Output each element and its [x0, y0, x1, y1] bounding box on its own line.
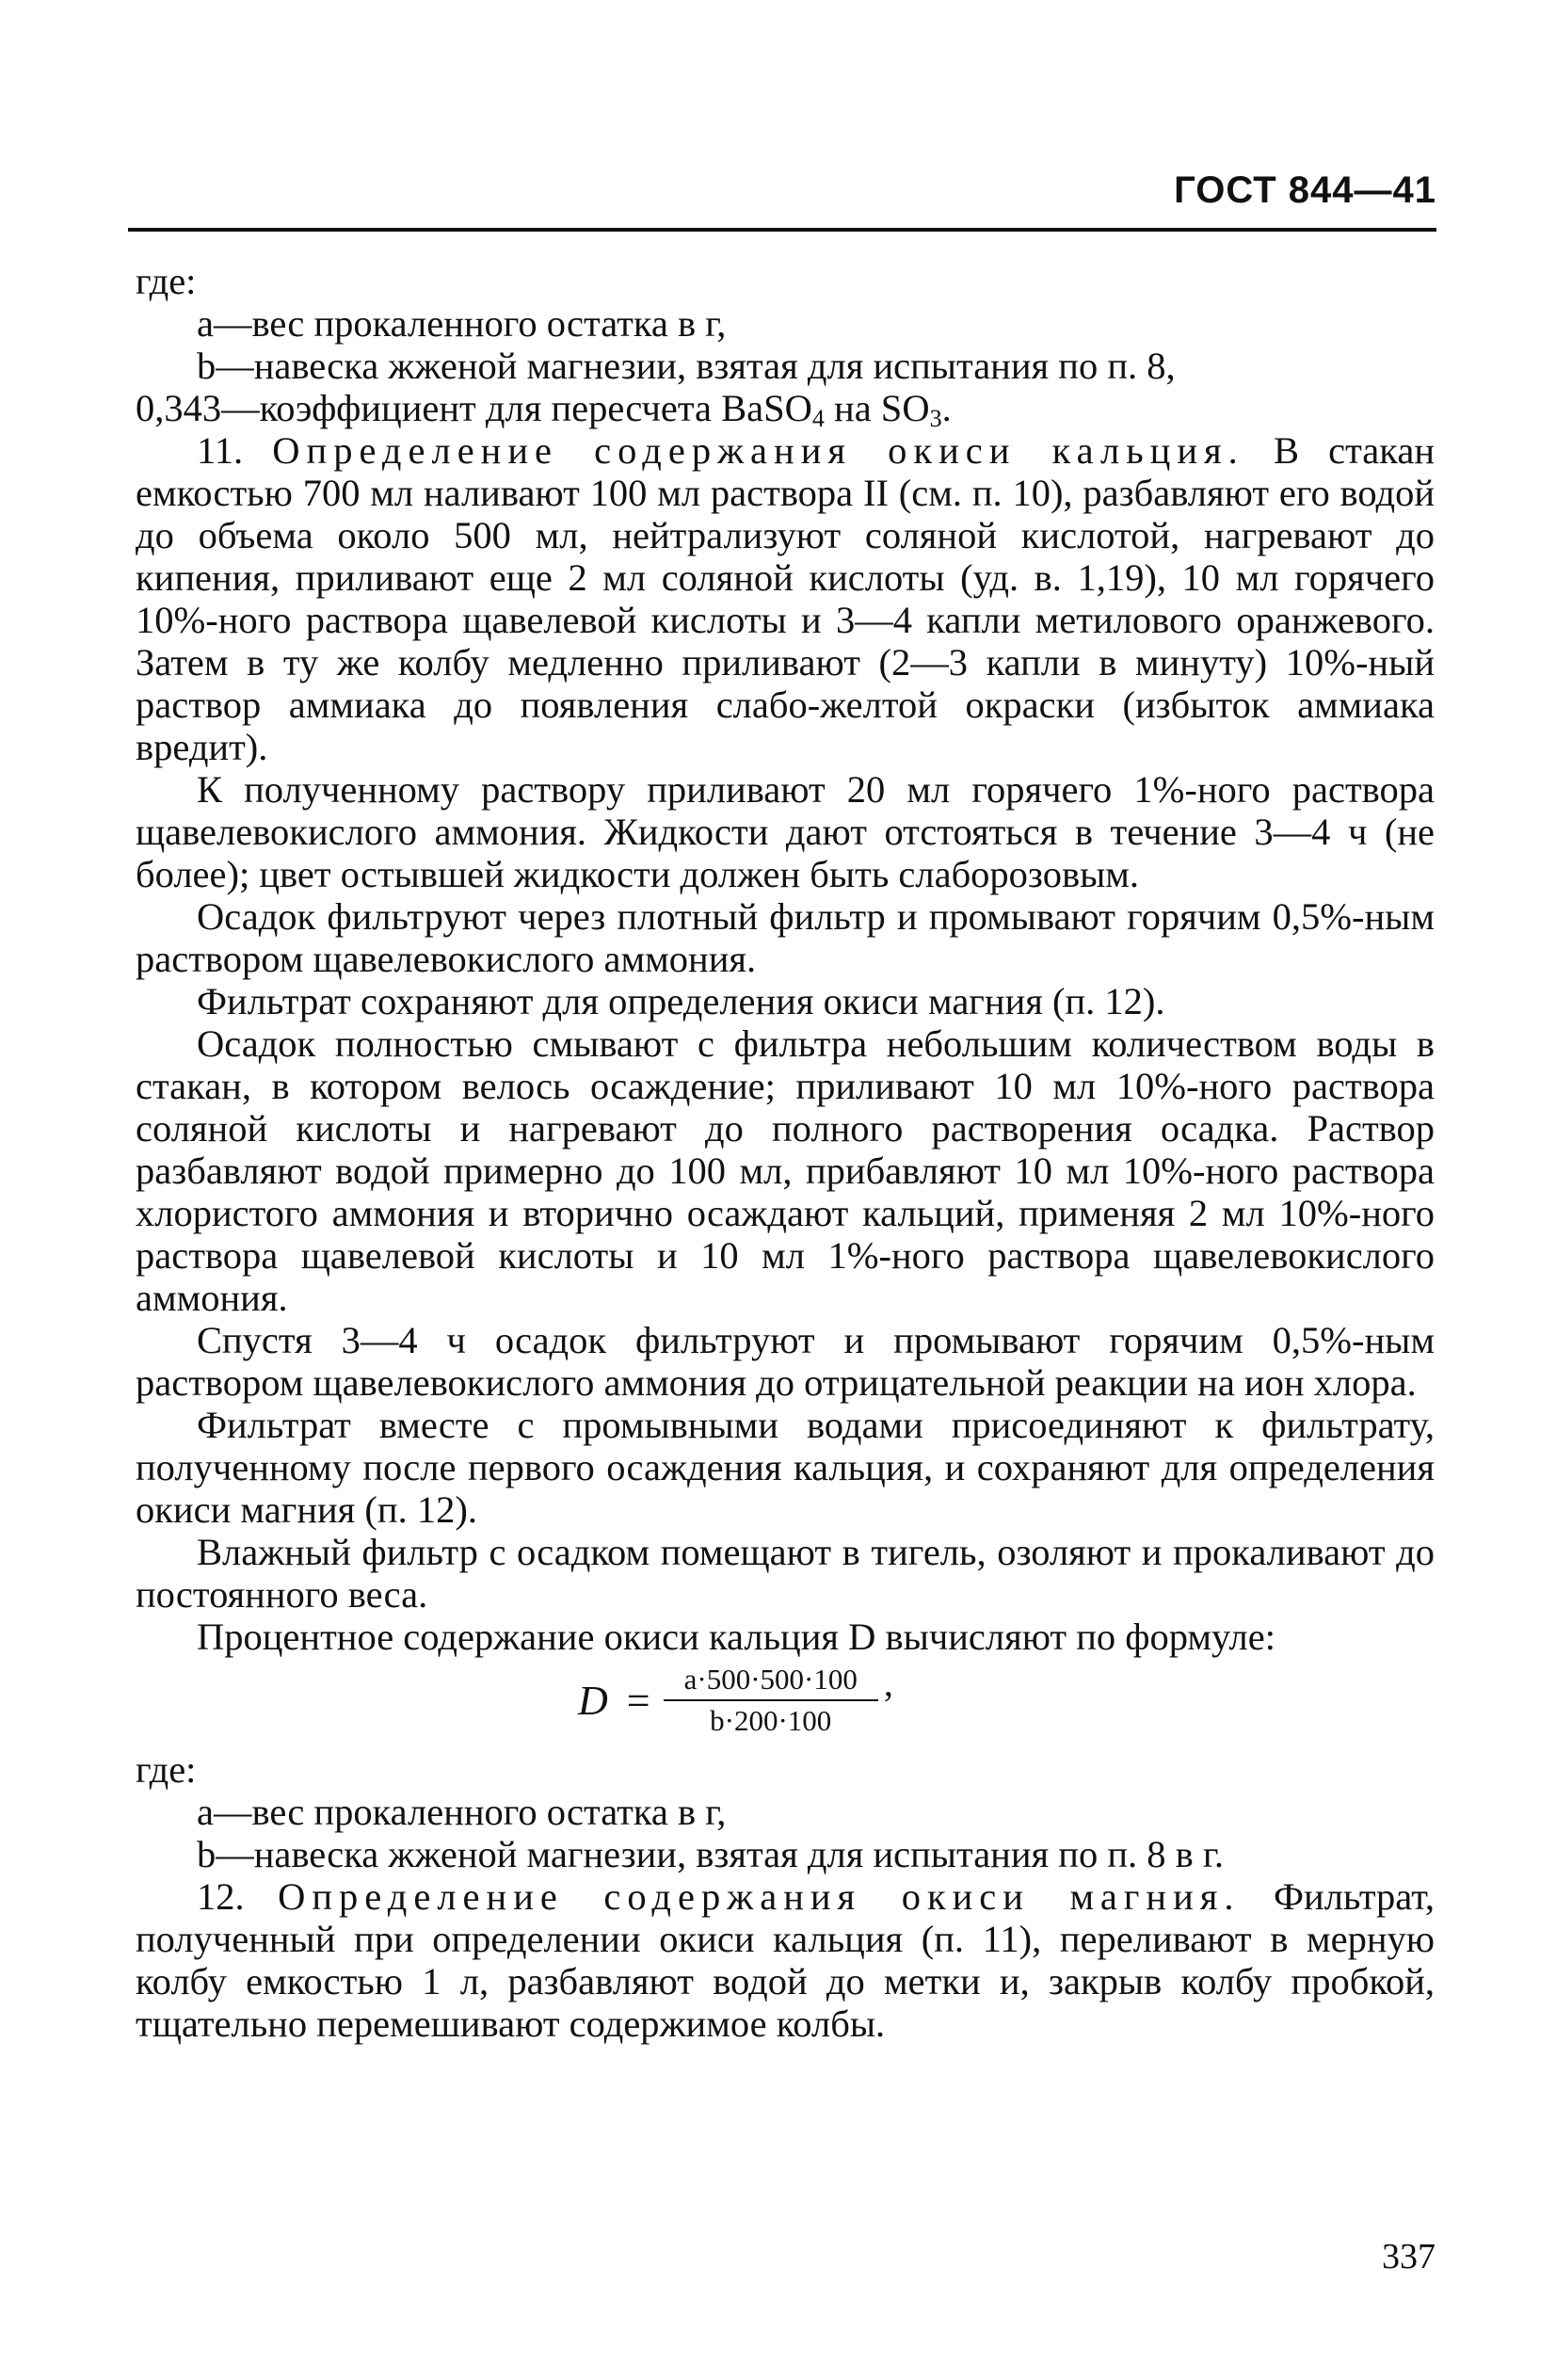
formula-comma: ,	[883, 1662, 893, 1704]
definition-a-2: a—вес прокаленного остатка в г,	[197, 1791, 727, 1833]
formula-block	[136, 1658, 1435, 1748]
where-label: где:	[136, 260, 197, 302]
section-11-heading: Определение содержания окиси кальция.	[272, 429, 1244, 472]
section-12-paragraph	[136, 1875, 1435, 2045]
section-11-paragraph-4: Фильтрат сохраняют для определения окиси магния (п. 12).	[197, 980, 1165, 1022]
section-11-paragraph	[136, 429, 1435, 768]
formula-equals: =	[626, 1677, 650, 1724]
section-11-paragraph-5: Осадок полностью смывают с фильтра небольшим количеством воды в стакан, в котором велось осаждение; приливают 10 мл 10%-ного раствора соляной кислоты и нагревают до полного растворения осадка. Раствор разбавляют водой примерно до 100 мл, прибавляют 10 мл 10%-ного раствора хлористого аммония и вторично осаждают кальций, применяя 2 мл 10%-ного раствора щавелевой кислоты и 10 мл 1%-ного раствора щавелевокислого аммония.	[136, 1022, 1435, 1319]
section-12-heading: Определение содержания окиси магния.	[278, 1875, 1241, 1918]
section-11-paragraph-6: Спустя 3—4 ч осадок фильтруют и промывают горячим 0,5%-ным раствором щавелевокислого аммония до отрицательной реакции на ион хлора.	[136, 1319, 1435, 1404]
where-label-2: где:	[136, 1748, 197, 1791]
section-11-text: В стакан емкостью 700 мл наливают 100 мл раствора II (см. п. 10), разбавляют его водой до объема около 500 мл, нейтрализуют соляной кислотой, нагревают до кипения, приливают еще 2 мл соляной кислоты (уд. в. 1,19), 10 мл горячего 10%-ного раствора щавелевой кислоты и 3—4 капли метилового оранжевого. Затем в ту же колбу медленно приливают (2—3 капли в минуту) 10%-ный раствор аммиака до появления слабо-желтой окраски (избыток аммиака вредит).	[136, 429, 1435, 768]
definition-b: b—навеска жженой магнезии, взятая для испытания по п. 8,	[197, 345, 1176, 387]
formula-numerator: a·500·500·100	[664, 1662, 878, 1701]
definition-b-2: b—навеска жженой магнезии, взятая для испытания по п. 8 в г.	[197, 1833, 1225, 1875]
formula-fraction	[664, 1662, 878, 1739]
section-11-paragraph-9: Процентное содержание окиси кальция D вычисляют по формуле:	[197, 1616, 1275, 1658]
definition-coefficient	[136, 387, 1435, 432]
formula-lhs: D	[578, 1677, 608, 1724]
definition-a: a—вес прокаленного остатка в г,	[197, 302, 727, 345]
section-12-text: Фильтрат, полученный при определении окиси кальция (п. 11), переливают в мерную колбу емкостью 1 л, разбавляют водой до метки и, закрыв колбу пробкой, тщательно перемешивают содержимое колбы.	[136, 1875, 1435, 2045]
section-11-paragraph-8: Влажный фильтр с осадком помещают в тигель, озоляют и прокаливают до постоянного веса.	[136, 1531, 1435, 1616]
section-11-paragraph-2: К полученному раствору приливают 20 мл горячего 1%-ного раствора щавелевокислого аммония. Жидкости дают отстояться в течение 3—4 ч (не более); цвет остывшей жидкости должен быть слаборозовым.	[136, 768, 1435, 895]
section-11-paragraph-7: Фильтрат вместе с промывными водами присоединяют к фильтрату, полученному после первого осаждения кальция, и сохраняют для определения окиси магния (п. 12).	[136, 1404, 1435, 1531]
document-body	[136, 260, 1435, 2045]
calcium-oxide-formula	[578, 1662, 893, 1739]
section-12-number: 12.	[197, 1875, 245, 1918]
formula-denominator: b·200·100	[710, 1704, 832, 1737]
page-header	[128, 158, 1436, 232]
standard-code: ГОСТ 844—41	[1174, 169, 1436, 211]
coef-text: 0,343—коэффициент для пересчета BaSO	[136, 387, 812, 429]
page-number: 337	[1382, 2237, 1436, 2276]
coef-text-mid: на SO	[824, 387, 930, 429]
section-11-number: 11.	[197, 429, 244, 472]
coef-text-end: .	[941, 387, 952, 429]
coef-subscript-3: 3	[929, 405, 942, 432]
coef-subscript-4: 4	[811, 405, 825, 432]
section-11-paragraph-3: Осадок фильтруют через плотный фильтр и промывают горячим 0,5%-ным раствором щавелевокислого аммония.	[136, 895, 1435, 980]
